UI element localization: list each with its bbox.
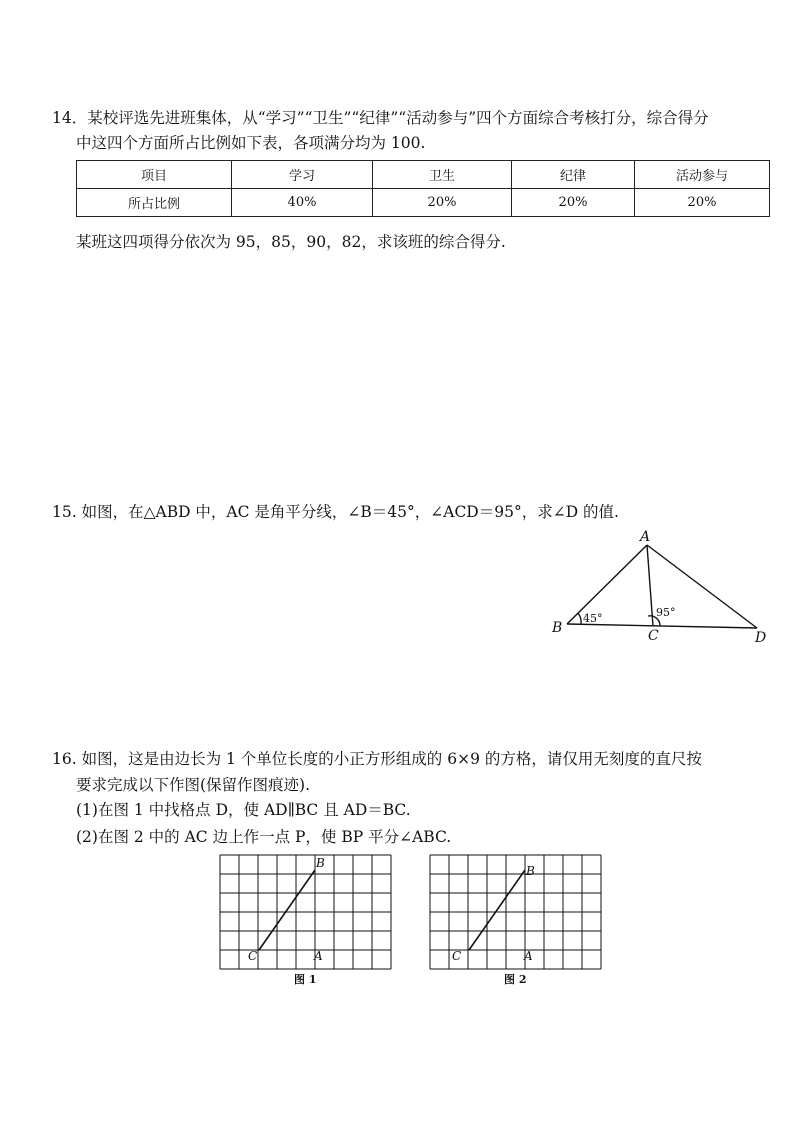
- angle-b-label: 45°: [583, 612, 603, 625]
- table-cell: 项目: [77, 161, 232, 189]
- table-cell: 学习: [232, 161, 373, 189]
- vertex-label-c: C: [648, 628, 659, 644]
- table-cell: 所占比例: [77, 189, 232, 217]
- q14-text-line3: 某班这四项得分依次为 95，85，90，82，求该班的综合得分.: [76, 233, 506, 251]
- q14-text-line1: 14．某校评选先进班集体，从“学习”“卫生”“纪律”“活动参与”四个方面综合考核打分，综合得分: [52, 109, 709, 127]
- q16-part1: (1)在图 1 中找格点 D，使 AD∥BC 且 AD＝BC.: [76, 801, 411, 819]
- table-cell: 卫生: [373, 161, 512, 189]
- segment-ac: [647, 545, 653, 626]
- point-label-c: C: [452, 949, 462, 963]
- grid-figure-1: [210, 855, 410, 995]
- point-label-a: A: [524, 949, 533, 963]
- figure-caption: 图 1: [294, 973, 317, 986]
- table-cell: 纪律: [512, 161, 635, 189]
- table-cell: 40%: [232, 189, 373, 217]
- q16-text-line2: 要求完成以下作图(保留作图痕迹).: [76, 776, 311, 794]
- table-cell: 活动参与: [635, 161, 770, 189]
- point-label-c: C: [248, 949, 258, 963]
- grid-figure-2: [420, 855, 620, 995]
- table-cell: 20%: [635, 189, 770, 217]
- angle-b-arc: [578, 613, 581, 624]
- q15-text-line1: 15. 如图，在△ABD 中，AC 是角平分线，∠B＝45°，∠ACD＝95°，求∠D 的值.: [52, 503, 619, 521]
- figure-caption: 图 2: [504, 973, 527, 986]
- q14-text-line2: 中这四个方面所占比例如下表，各项满分均为 100.: [76, 134, 426, 152]
- grid-lines: [220, 855, 391, 969]
- vertex-label-b: B: [552, 620, 563, 636]
- table-cell: 20%: [512, 189, 635, 217]
- point-label-b: B: [316, 856, 325, 870]
- vertex-label-d: D: [755, 630, 767, 646]
- segment-bc: [259, 870, 315, 950]
- angle-c-label: 95°: [656, 606, 676, 619]
- table-cell: 20%: [373, 189, 512, 217]
- segment-bc: [469, 870, 525, 950]
- point-label-b: B: [526, 864, 535, 878]
- segment-ab: [567, 545, 647, 624]
- vertex-label-a: A: [640, 529, 651, 545]
- q16-text-line1: 16. 如图，这是由边长为 1 个单位长度的小正方形组成的 6×9 的方格，请仅用无刻度的直尺按: [52, 750, 702, 768]
- q16-part2: (2)在图 2 中的 AC 边上作一点 P，使 BP 平分∠ABC.: [76, 828, 452, 846]
- point-label-a: A: [314, 949, 323, 963]
